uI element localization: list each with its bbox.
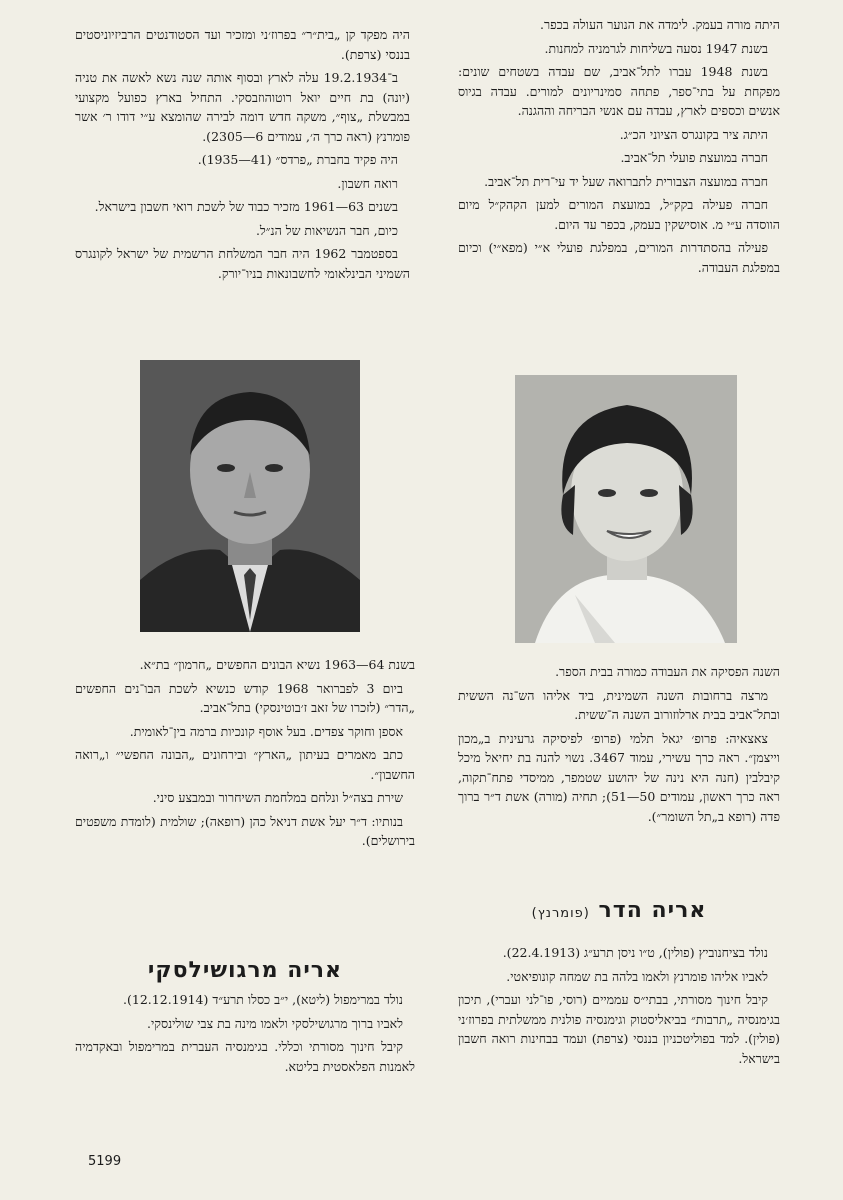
paragraph: כתב מאמרים בעיתון „הארץ״ ובירחונים „הבונה החפשי״ ו„רואה החשבון״. [75, 747, 415, 782]
paragraph: נולד בציחנוביץ (פולין), ט״ו ניסן תרע״ג (22.4.1913). [502, 945, 768, 960]
paragraph: צאצאיה: פרופ׳ יגאל תלמי (פרופ׳ לפיסיקה גרעינית ב„מכון וייצמן״. ראה כרך עשירי, עמוד 3467. נשוי להנה בת יחיאל מיכל קיבלבין (חנה היא נינה של יהושע שטמפר, ממיסדי פתח־תקוה, ראה כרך ראשון, עמודים 50—51); תחיה (מורה) אשת ד״ר ברוך פדה (רופא ב„תל השומר״). [458, 730, 780, 824]
paragraph: שירת בצה״ל ונלחם במלחמת השיחרור ובמבצע סיני. [152, 790, 403, 805]
text-column-right-top [458, 15, 780, 281]
paragraph: לאביו ברוך מרגושילסקי ולאמו מינה בת צבי שולינסקי. [147, 1015, 403, 1031]
paragraph: חברה במועצה הצבורית לתברואה שעל יד עי־רית תל־אביב. [484, 173, 768, 189]
portrait-man-image [140, 360, 360, 632]
paragraph: מרצה ברחובות השנה השמינית, ביד אליהו הש־נה הששית ובתל־אביב בבית ארלוזורוב השנה ה־ששית. [458, 687, 780, 722]
paragraph: בשנים 63—1961 מזכיר כבוד של לשכת רואי חשבון בישראל. [94, 199, 398, 214]
person-name: אריה מרגושילסקי [147, 958, 343, 983]
paragraph: ב־19.2.1934 עלה לארץ ובסוף אותה שנה נשא לאשה את טניה (יונה) בת חיים יואל רוטוהוזבסקי. התחיל בארץ כפועל מקצועי במבשלת „צוף״, משקה חדש דומה לבירה שהומצא ע״י דודו ר׳ אשר פומרנץ (ראה כרך ה׳, עמודים 6—2305). [75, 70, 410, 144]
paragraph: רואה חשבון. [337, 175, 398, 191]
paragraph: אספן וחוקר צפדים. בעל אוסף קונכיות ברמה בין־לאומית. [129, 723, 403, 739]
paragraph: חברה פעילה בקק״ל, במועצת המורים למען הקהק״ל מיום הווסדה ע״י מ. אוסישקין בעמק, בכפר עד היום. [458, 197, 780, 232]
paragraph: פעילה בהסתדרות המורים, במפלגת פועלי א״י (מפא״י) וכיום במפלגת העבודה. [458, 240, 780, 275]
paragraph: בשנת 1948 עברו לתל־אביב, שם עבדה בשטחים שונים: מפקחת על בתי־ספר, פתחה סמינריונים למורים. עבדה בגיוס אנשים וכספים לארץ, עבדה עם אנשי הבריחה וההגנה. [458, 64, 780, 118]
person-name: אריה הדר [598, 898, 707, 923]
biography-heading-left [75, 958, 415, 983]
text-column-left-bottom [75, 655, 415, 855]
paragraph: קיבל חינוך מסורתי וכללי. בגימנסיה העברית במרימפול ובאקדמיה לאמנות הפלאסטית בליטא. [75, 1039, 415, 1074]
paragraph: היתה ציר בקונגרס הציוני הכ״ג. [619, 126, 768, 142]
person-name-former: (פומרנץ) [531, 906, 590, 921]
paragraph: בשנת 1947 נסעה בשליחות לגרמניה למחנות. [544, 40, 768, 56]
paragraph: היה מפקד קן „בית״ר״ בפרוז׳ני ומזכיר ועד הסטודנטים הרביזיוניסטים בננסי (צרפת). [75, 27, 410, 62]
paragraph: קיבל חינוך מסורתי, בבתי״ס עממיים (רוסי, פו־לני ועברי), תיכון בגימנסיה „תרבות״ בביאליסטוק וגימנסיה פולנית ממשלתית בפרוז׳ני (פולין). למד בפוליטכניון בננסי (צרפת) ועמד בבחינות רואה חשבון בישראל. [458, 992, 780, 1066]
portrait-woman-image [515, 375, 737, 643]
text-column-left-bio [75, 990, 415, 1080]
paragraph: לאביו אליהו פומרנץ ולאמו בלהה בת שמחה קונופיאטי. [506, 968, 768, 984]
paragraph: בשנת 64—1963 נשיא הבונים החפשים „חרמון״ בת״א. [139, 657, 415, 672]
paragraph: כיום, חבר הנשיאות של הנ״ל. [255, 222, 398, 238]
paragraph: חברה במועצת פועלי תל־אביב. [620, 150, 768, 165]
paragraph: בנותיו: ד״ר יעל אשת דניאל כהן (רופאה); שולמית (לומדת משפטים בירושלים). [75, 813, 415, 848]
portrait-photo-woman [515, 375, 737, 643]
paragraph: נולד במרימפול (ליטא), י״ב כסלו תרע״ד (12.12.1914). [123, 992, 403, 1007]
page-number: 5199 [88, 1154, 122, 1169]
paragraph: ביום 3 לפברואר 1968 קודש כנשיא לשכת הבו־נים החפשים „הדר״ (לזכרו של זאב ז׳בוטינסקי) בתל־אביב. [75, 680, 415, 715]
paragraph: בספטמבר 1962 היה חבר המשלחת הרשמית של ישראל לקונגרס השמיני הבינלאומי לחשבונאות בניו־יורק. [75, 246, 410, 281]
paragraph: השנה הפסיקה את העבודה כמורה בבית הספר. [555, 664, 780, 679]
text-column-right-bio [458, 943, 780, 1072]
portrait-photo-man [140, 360, 360, 632]
text-column-right-bottom [458, 662, 780, 830]
biography-heading-right [458, 898, 780, 923]
paragraph: היה פקיד בחברת „פרדס״ (41—1935). [197, 152, 398, 167]
paragraph: היתה מורה בעמק. לימדה את הנוער העולה בכפר. [539, 17, 780, 32]
text-column-left-top [75, 25, 410, 287]
